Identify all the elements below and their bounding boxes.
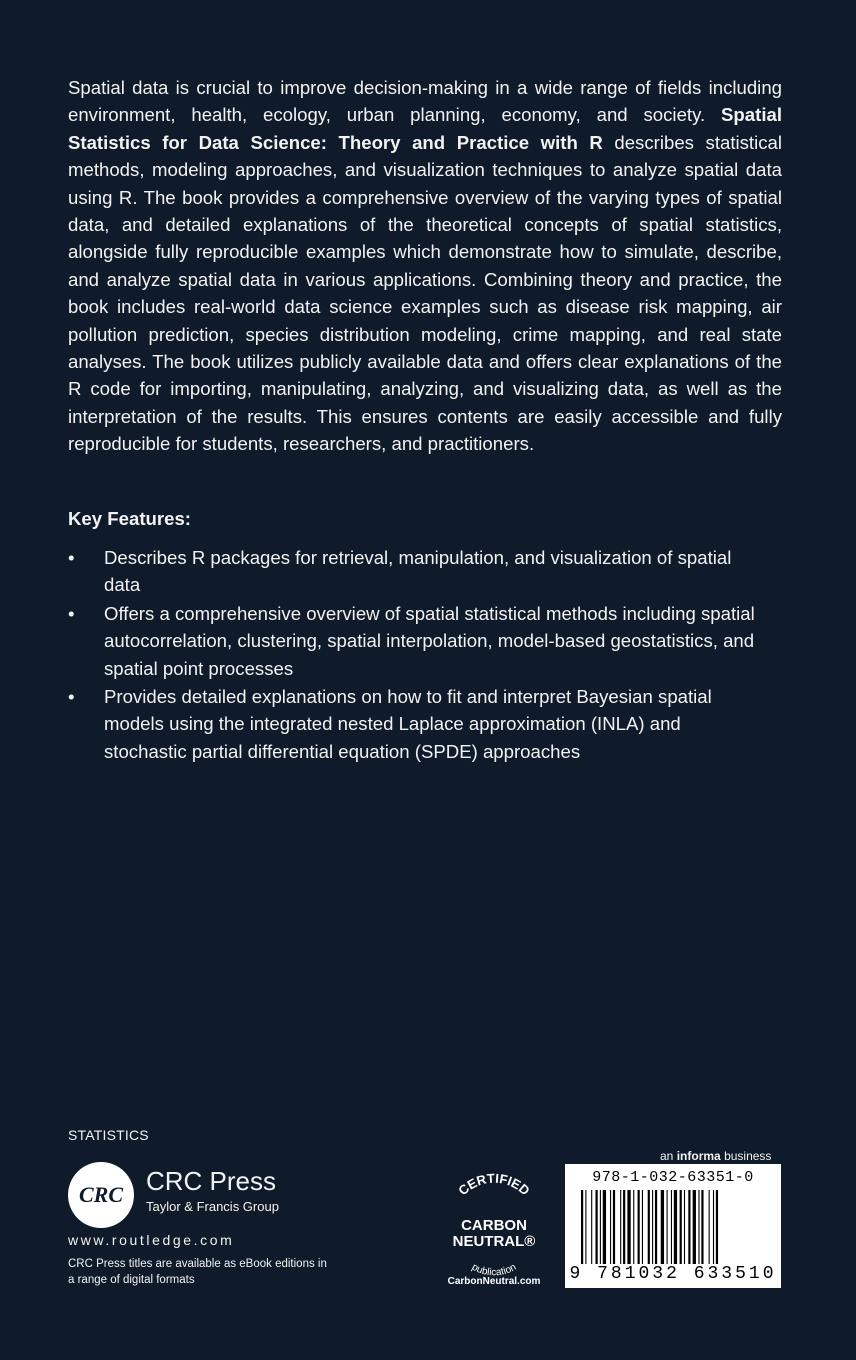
informa-brand: informa bbox=[676, 1149, 721, 1163]
barcode-bar bbox=[709, 1190, 710, 1264]
barcode-bar bbox=[716, 1190, 718, 1264]
feature-text: Describes R packages for retrieval, manipulation, and visualization of spatial data bbox=[104, 547, 732, 596]
feature-item bbox=[68, 600, 768, 682]
feature-item bbox=[68, 544, 768, 599]
category-label: STATISTICS bbox=[68, 1127, 149, 1143]
barcode-bar bbox=[603, 1190, 606, 1264]
feature-text: Provides detailed explanations on how to fit and interpret Bayesian spatial models using the integrated nested Laplace approximation (INLA) and stochastic partial differential equation (SPDE) approaches bbox=[104, 686, 712, 762]
barcode-bar bbox=[693, 1190, 696, 1264]
barcode-bar bbox=[655, 1190, 657, 1264]
bullet-icon: • bbox=[68, 686, 75, 708]
barcode-bar bbox=[674, 1190, 677, 1264]
carbon-site-text: CarbonNeutral.com bbox=[447, 1276, 541, 1287]
blurb-paragraph bbox=[68, 74, 782, 458]
barcode-bar bbox=[688, 1190, 690, 1264]
barcode-bars bbox=[581, 1190, 771, 1264]
barcode-bar bbox=[648, 1190, 650, 1264]
carbon-certified-text: CERTIFIED bbox=[455, 1172, 533, 1199]
informa-tagline bbox=[660, 1149, 771, 1163]
barcode-bar bbox=[591, 1190, 592, 1264]
crc-logo-icon bbox=[68, 1162, 134, 1228]
neutral-word-text: NEUTRAL® bbox=[452, 1233, 536, 1250]
publisher-group: Taylor & Francis Group bbox=[146, 1199, 279, 1214]
barcode-bar bbox=[596, 1190, 598, 1264]
barcode-bar bbox=[713, 1190, 714, 1264]
barcode-bar bbox=[698, 1190, 699, 1264]
barcode-bar bbox=[623, 1190, 625, 1264]
isbn-top-text: 978-1-032-63351-0 bbox=[592, 1169, 754, 1186]
bullet-icon: • bbox=[68, 547, 75, 568]
barcode-bar bbox=[661, 1190, 664, 1264]
feature-text: Offers a comprehensive overview of spatial statistical methods including spatial autocorrelation, clustering, spatial interpolation, model-based geostatistics, and spatial point processes bbox=[104, 602, 755, 679]
barcode-bar bbox=[680, 1190, 682, 1264]
barcode-bar bbox=[585, 1190, 586, 1264]
barcode-bar bbox=[633, 1190, 634, 1264]
crc-logo-text: CRC bbox=[78, 1182, 124, 1207]
carbon-publication-text: publication bbox=[469, 1261, 519, 1279]
blurb-body: describes statistical methods, modeling approaches, and visualization techniques to analyze spatial data using R. The book provides a comprehensive overview of the varying types of spatial data, and detailed explanations of the theoretical concepts of spatial statistics, alongside fully reproducible examples which demonstrate how to simulate, describe, and analyze spatial data in various applications. Combining theory and practice, the book includes real-world data science examples such as disease risk mapping, air pollution prediction, species distribution modeling, crime mapping, and real state analyses. The book utilizes publicly available data and offers clear explanations of the R code for importing, manipulating, analyzing, and visualizing data, as well as the interpretation of the results. This ensures contents are easily accessible and fully reproducible for students, researchers, and practitioners. bbox=[68, 131, 782, 455]
carbon-neutral-logo-icon bbox=[432, 1172, 556, 1292]
barcode-bar bbox=[581, 1190, 583, 1264]
isbn-bottom-text: 9 781032 633510 bbox=[569, 1264, 777, 1284]
website-link[interactable]: www.routledge.com bbox=[68, 1232, 235, 1248]
barcode-bar bbox=[701, 1190, 703, 1264]
feature-item bbox=[68, 683, 768, 765]
barcode-bar bbox=[610, 1190, 611, 1264]
barcode-bar bbox=[613, 1190, 615, 1264]
barcode-bar bbox=[671, 1190, 672, 1264]
publisher-name: CRC Press bbox=[146, 1166, 277, 1196]
barcode-bar bbox=[642, 1190, 643, 1264]
barcode-bar bbox=[627, 1190, 630, 1264]
informa-suffix: business bbox=[724, 1149, 772, 1163]
barcode-bar bbox=[684, 1190, 685, 1264]
blurb-intro: Spatial data is crucial to improve decision-making in a wide range of fields including environment, health, ecology, urban planning, economy, and society. bbox=[68, 77, 782, 126]
key-features-list bbox=[68, 544, 768, 766]
key-features-heading: Key Features: bbox=[68, 508, 191, 529]
isbn-barcode bbox=[565, 1164, 781, 1288]
informa-prefix: an bbox=[660, 1149, 674, 1163]
carbon-word-text: CARBON bbox=[461, 1217, 527, 1234]
ebook-note: CRC Press titles are available as eBook editions in a range of digital formats bbox=[68, 1258, 327, 1286]
barcode-bar bbox=[652, 1190, 653, 1264]
bullet-icon: • bbox=[68, 602, 75, 624]
barcode-bar bbox=[620, 1190, 621, 1264]
book-title: Spatial Statistics for Data Science: Theory and Practice with R bbox=[68, 104, 782, 153]
barcode-bar bbox=[638, 1190, 640, 1264]
barcode-bar bbox=[600, 1190, 601, 1264]
barcode-bar bbox=[667, 1190, 668, 1264]
